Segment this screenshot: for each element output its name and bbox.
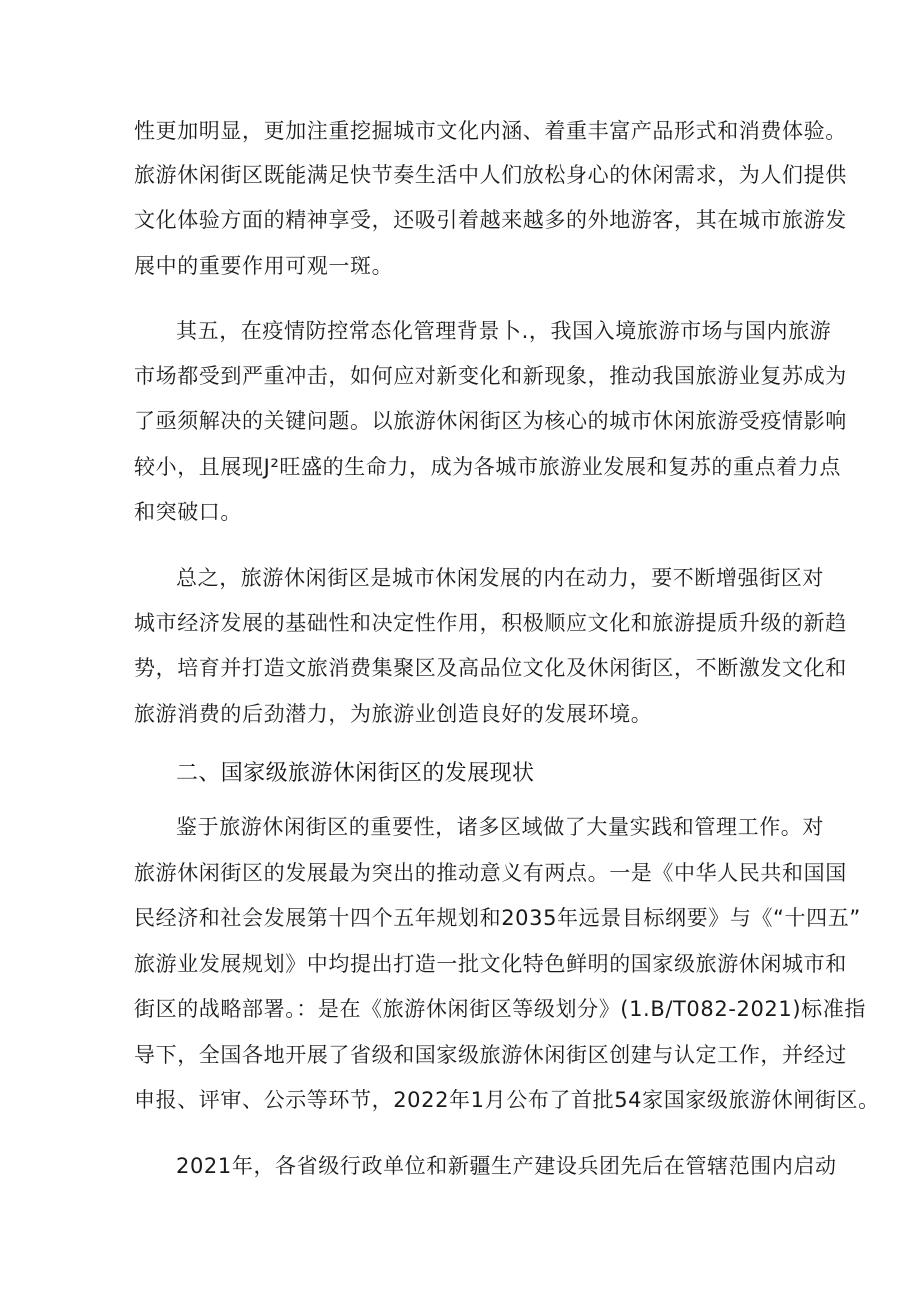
- section-heading: 二、国家级旅游休闲街区的发展现状: [176, 761, 535, 786]
- paragraph-line: 总之，旅游休闲街区是城市休闲发展的内在动力，要不断增强街区对: [176, 566, 824, 590]
- paragraph-line: 文化体验方面的精神享受，还吸引着越来越多的外地游客，其在城市旅游发: [134, 208, 847, 232]
- paragraph-line: 街区的战略部署。：是在《旅游休闲街区等级划分》(1.B/T082-2021)标准指: [134, 997, 866, 1021]
- paragraph-line: 导下，全国各地开展了省级和国家级旅游休闲街区创建与认定工作，并经过: [134, 1043, 847, 1067]
- paragraph-line: 城市经济发展的基础性和决定性作用，积极顺应文化和旅游提质升级的新趋: [134, 611, 847, 635]
- paragraph-line: 展中的重要作用可观一斑。: [134, 254, 394, 278]
- paragraph-line: 旅游消费的后劲潜力，为旅游业创造良好的发展环境。: [134, 702, 653, 726]
- paragraph-line: 和突破口。: [134, 500, 242, 524]
- paragraph-line: 旅游业发展规划》中均提出打造一批文化特色鲜明的国家级旅游休闲城市和: [134, 952, 847, 976]
- paragraph-line: 旅游休闲街区既能满足快节奏生活中人们放松身心的休闲需求，为人们提供: [134, 163, 847, 187]
- paragraph-line: 民经济和社会发展第十四个五年规划和2035年远景目标纲要》与《“十四五”: [134, 906, 861, 930]
- paragraph-line: 旅游休闲街区的发展最为突出的推动意义有两点。一是《中华人民共和国国: [134, 861, 847, 885]
- paragraph-line: 2021年，各省级行政单位和新疆生产建设兵团先后在管辖范围内启动: [176, 1154, 837, 1178]
- paragraph-line: 性更加明显，更加注重挖掘城市文化内涵、着重丰富产品形式和消费体验。: [134, 119, 847, 143]
- paragraph-line: 其五，在疫情防控常态化管理背景卜.，我国入境旅游市场与国内旅游: [176, 319, 832, 343]
- paragraph-line: 市场都受到严重冲击，如何应对新变化和新现象，推动我国旅游业复苏成为: [134, 364, 847, 388]
- paragraph-line: 较小，且展现J²旺盛的生命力，成为各城市旅游业发展和复苏的重点着力点: [134, 455, 842, 479]
- paragraph-line: 鉴于旅游休闲街区的重要性，诸多区域做了大量实践和管理工作。对: [176, 815, 824, 839]
- paragraph-line: 了亟须解决的关键问题。以旅游休闲街区为核心的城市休闲旅游受疫情影响: [134, 409, 847, 433]
- paragraph-line: 申报、评审、公示等环节，2022年1月公布了首批54家国家级旅游休闸街区。: [134, 1088, 880, 1112]
- paragraph-line: 势，培育并打造文旅消费集聚区及高品位文化及休闲街区，不断激发文化和: [134, 656, 847, 680]
